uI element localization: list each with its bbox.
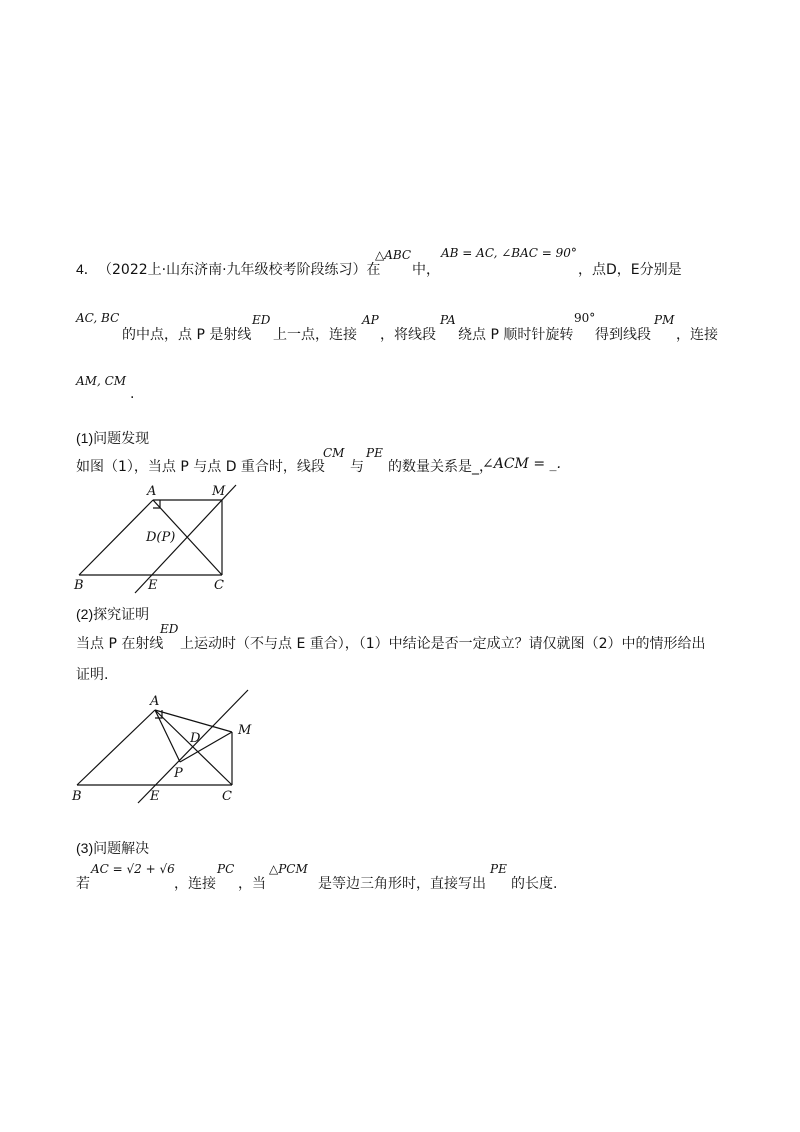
- math-ab-ac: AB = AC, ∠BAC = 90°: [441, 246, 577, 260]
- text-get: 得到线段: [595, 327, 651, 343]
- fig1-label-a: A: [147, 484, 157, 499]
- fig1-label-b: B: [74, 578, 84, 593]
- math-ed: ED: [252, 313, 271, 327]
- problem-number: 4．: [76, 261, 98, 277]
- math-pm: PM: [654, 313, 675, 327]
- problem-source: （2022上·山东济南·九年级校考阶段练习）在: [98, 262, 381, 278]
- fig2-label-d: D: [190, 731, 201, 746]
- fig1-segment-ab: [79, 500, 153, 575]
- part3-text-rest: 是等边三角形时，直接写出: [318, 876, 486, 892]
- text-midpoint: 的中点，点 P 是射线: [122, 327, 252, 343]
- fig1-label-c: C: [214, 578, 224, 593]
- fig2-label-e: E: [150, 789, 160, 804]
- math-90: 90°: [574, 311, 596, 325]
- part2-heading: (2)探究证明: [76, 606, 150, 622]
- text-period: .: [130, 386, 135, 402]
- part3-text-ruo: 若: [76, 876, 90, 892]
- math-pe: PE: [366, 446, 383, 460]
- math-pa: PA: [440, 313, 456, 327]
- text-zhong: 中，: [412, 262, 440, 278]
- fig2-segment-ab: [77, 710, 155, 785]
- fig2-label-c: C: [222, 789, 232, 804]
- part2-text-c: 证明.: [76, 667, 109, 683]
- part1-text-yu: 与: [350, 459, 364, 475]
- fig1-label-d: D(P): [146, 530, 176, 545]
- text-connect: ，连接: [676, 327, 718, 343]
- part1-heading: (1)问题发现: [76, 430, 150, 446]
- part3-math-ac: AC = √2 + √6: [91, 862, 175, 876]
- math-ac-bc: AC, BC: [76, 311, 120, 325]
- part3-math-triangle: △PCM: [269, 862, 308, 876]
- fig2-label-m: M: [238, 723, 252, 738]
- part3-text-connect: ，连接: [174, 876, 216, 892]
- text-points-de: ，点D，E分别是: [578, 262, 682, 278]
- part1-text-a: 如图（1），当点 P 与点 D 重合时，线段: [76, 459, 325, 475]
- fig1-label-e: E: [148, 578, 158, 593]
- text-rotate: 绕点 P 顺时针旋转: [458, 327, 574, 343]
- part3-math-pc: PC: [217, 862, 235, 876]
- math-ap: AP: [362, 313, 379, 327]
- part3-text-dang: ，当: [238, 876, 266, 892]
- part1-text-b: 的数量关系是_，: [388, 459, 493, 475]
- math-angle-acm: ∠ACM = _.: [482, 456, 561, 472]
- text-jiang: ，将线段: [380, 327, 436, 343]
- part3-text-end: 的长度.: [511, 876, 558, 892]
- fig1-label-m: M: [212, 484, 226, 499]
- part3-heading: (3)问题解决: [76, 840, 150, 856]
- part2-text-a: 当点 P 在射线: [76, 636, 164, 652]
- text-shang: 上一点，连接: [273, 327, 357, 343]
- fig2-label-b: B: [72, 789, 82, 804]
- fig2-label-a: A: [150, 694, 160, 709]
- math-cm: CM: [323, 446, 345, 460]
- fig2-segment-pm: [180, 732, 232, 762]
- math-am-cm: AM, CM: [76, 374, 127, 388]
- math-triangle-abc: △ABC: [375, 248, 412, 262]
- part3-math-pe: PE: [490, 862, 507, 876]
- part2-math-ed: ED: [160, 622, 179, 636]
- fig2-label-p: P: [174, 766, 183, 781]
- part2-text-b: 上运动时（不与点 E 重合），（1）中结论是否一定成立？请仅就图（2）中的情形给出: [180, 636, 706, 652]
